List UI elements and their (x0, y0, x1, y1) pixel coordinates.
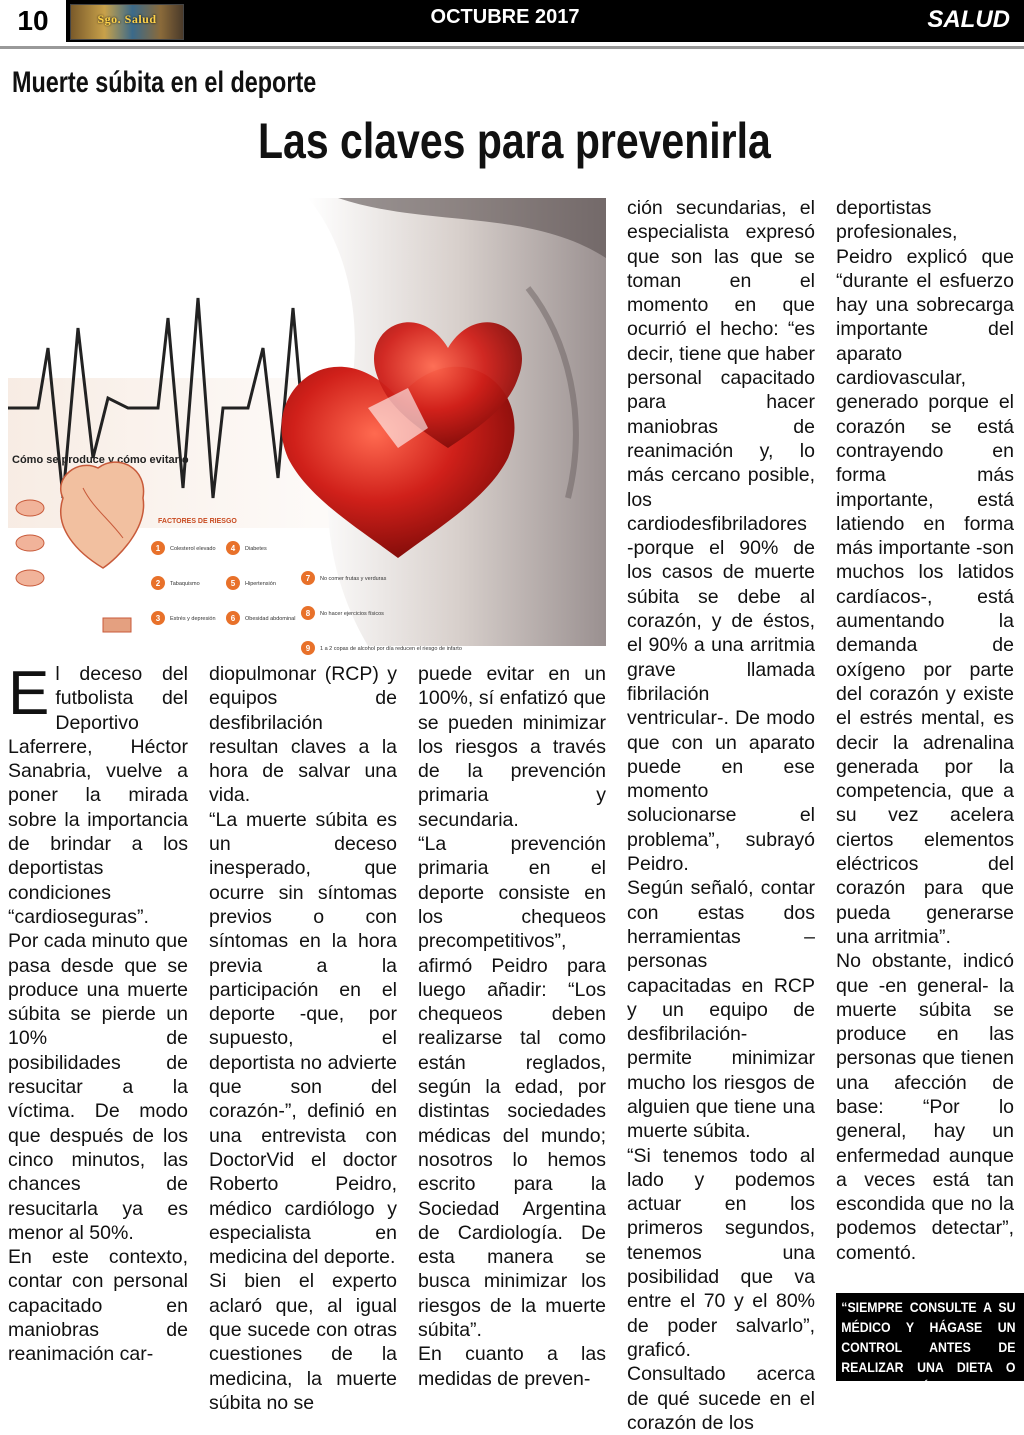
section-name: SALUD (927, 6, 1010, 33)
logo-text: Sgo. Salud (97, 12, 157, 26)
heart-ecg-illustration (8, 198, 606, 653)
header-rule (0, 46, 1024, 49)
article-headline: Las claves para prevenirla (258, 113, 771, 169)
risk-factor-label: No comer frutas y verduras (320, 576, 387, 582)
risk-factor-label: Estrés y depresión (170, 616, 216, 622)
paragraph: En este contexto, contar con personal capacitado en maniobras de reanimación car- (8, 1246, 188, 1366)
risk-factors-title: FACTORES DE RIESGO (158, 518, 237, 525)
risk-factor-label: Obesidad abdominal (245, 616, 296, 622)
paragraph: “La prevención primaria en el deporte consiste en los chequeos precompetitivos”, afirmó Peidro para luego añadir: “Los chequeos deben realizarse tal como están reglados, según la edad, por distintas sociedades médicas del mundo; nosotros lo hemos escrito para la Sociedad Argentina de Cardiología. De esta manera se busca minimizar los riesgos de la muerte súbita”. (418, 833, 606, 1342)
publication-logo (70, 4, 184, 40)
paragraph: En cuanto a las medidas de preven- (418, 1343, 606, 1390)
paragraph: Por cada minuto que pasa desde que se produce una muerte súbita se pierde un 10% de posibilidades de resucitar a la víctima. De modo que después de los cinco minutos, las chances de resucitarla ya es menor al 50%. (8, 930, 188, 1244)
risk-factor-number: 3 (155, 614, 161, 623)
risk-factor-number: 6 (230, 614, 236, 623)
page-number: 10 (0, 0, 66, 42)
paragraph: ción secundarias, el especialista expresó que son las que se toman en el momento en que ocurrió el hecho: “es decir, tiene que haber personal capacitado para hacer maniobras de reanimación y, lo más cercano posible, los cardiodesfibriladores -porque el 90% de los casos de muerte súbita se debe al corazón, y de éstos, el 90% a una arritmia grave llamada fibrilación ventricular-. De modo que con un aparato puede en ese momento solucionarse el problema”, subrayó Peidro. (627, 197, 815, 876)
risk-factor-label: Colesterol elevado (170, 546, 216, 552)
paragraph: puede evitar en un 100%, sí enfatizó que se pueden minimizar los riesgos a través de la prevención primaria y secundaria. (418, 663, 606, 831)
risk-factor-number: 8 (305, 609, 311, 618)
paragraph: Consultado acerca de qué sucede en el corazón de los (627, 1363, 815, 1434)
article-column-2 (209, 662, 397, 1415)
illustration-svg (8, 198, 606, 653)
risk-factor-label: No hacer ejercicios físicos (320, 611, 384, 617)
risk-factor-label: Diabetes (245, 546, 267, 552)
article-column-5 (836, 196, 1014, 1265)
risk-factor-label: Hipertensión (245, 581, 276, 587)
drop-cap: E (8, 659, 50, 728)
infographic-title: Cómo se produce y cómo evitarlo (12, 454, 189, 466)
risk-factor-number: 1 (155, 544, 161, 553)
article-column-1 (8, 659, 188, 1367)
paragraph: diopulmonar (RCP) y equipos de desfibrilación resultan claves a la hora de salvar una vida. (209, 663, 397, 807)
risk-factor-number: 4 (230, 544, 236, 553)
article-column-4 (627, 196, 815, 1435)
paragraph: Según señaló, contar con estas dos herramientas –personas capacitadas en RCP y un equipo de desfibrilación- permite minimizar mucho los riesgos de alguien que tiene una muerte súbita. (627, 877, 815, 1143)
paragraph: No obstante, indicó que -en general- la muerte súbita se produce en las personas que tienen una afección de base: “Por lo general, hay un enfermedad aunque a veces está tan escondida que no la podemos detectar”, comentó. (836, 950, 1014, 1264)
risk-factor-number: 7 (305, 574, 311, 583)
paragraph: deportistas profesionales, Peidro explicó que “durante el esfuerzo hay una sobrecarga importante del aparato cardiovascular, generado porque el corazón se está contrayendo en forma más importante, está latiendo en forma más importante -son muchos los latidos cardíacos-, está aumentando la demanda de oxígeno por parte del corazón y existe el estrés mental, es decir la adrenalina generada por la competencia, que a su vez acelera ciertos elementos eléctricos del corazón para que pueda generarse una arritmia”. (836, 197, 1014, 948)
risk-factor-number: 9 (305, 644, 311, 653)
risk-factor-label: 1 a 2 copas de alcohol por día reducen el riesgo de infarto (320, 646, 462, 652)
callout-box (836, 1293, 1024, 1395)
issue-date: OCTUBRE 2017 (430, 6, 580, 28)
article-kicker: Muerte súbita en el deporte (12, 66, 317, 99)
paragraph: El deceso del futbolista del Deportivo Laferrere, Héctor Sanabria, vuelve a poner la mirada sobre la importancia de brindar a los deportistas condiciones “cardioseguras”. (8, 659, 188, 928)
risk-factor-label: Tabaquismo (170, 581, 200, 587)
callout-text: “SIEMPRE CONSULTE A SU MÉDICO Y HÁGASE UN CONTROL ANTES DE REALIZAR UNA DIETA O ACTIVADAD FÍSICA” (841, 1299, 1016, 1395)
paragraph: “La muerte súbita es un deceso inesperado, que ocurre sin síntomas previos o con síntomas en la hora previa a la participación en el deporte -que, por supuesto, el deportista no advierte que son del corazón-”, definió en una entrevista con DoctorVid el doctor Roberto Peidro, médico cardiólogo y especialista en medicina del deporte. (209, 808, 397, 1269)
paragraph: “Si tenemos todo al lado y podemos actuar en los primeros segundos, tenemos una posibilidad que va entre el 70 y el 80% de poder salvarlo”, graficó. (627, 1144, 815, 1361)
risk-factor-number: 5 (230, 579, 236, 588)
risk-factor-number: 2 (155, 579, 161, 588)
paragraph: Si bien el experto aclaró que, al igual que sucede con otras cuestiones de la medicina, la muerte súbita no se (209, 1270, 397, 1414)
article-column-3 (418, 662, 606, 1391)
